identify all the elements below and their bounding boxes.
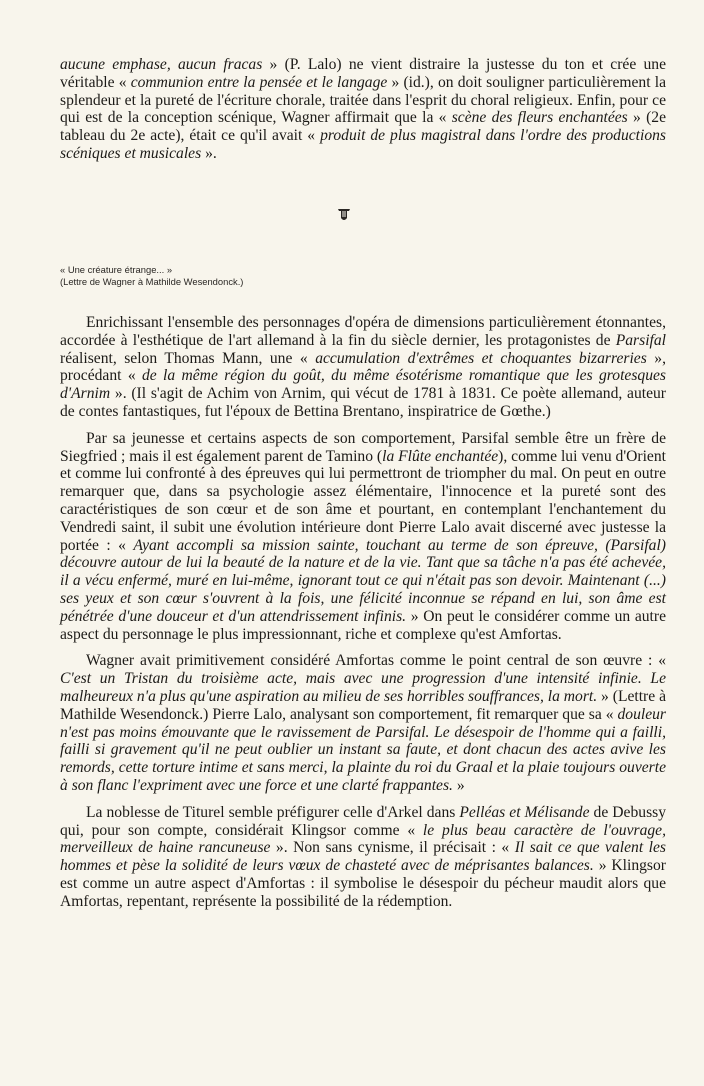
text-run: » (id.), on doit souligner particulièrement la splendeur et la pureté de l'écriture chorale, traitée dans l'esprit du choral religieux. Enfin, pour ce qui est de la conception scénique, Wagner affirmait que la « — [60, 73, 666, 127]
text-run: », procédant « — [60, 349, 666, 385]
text-run: réalisent, selon Thomas Mann, une « — [60, 349, 316, 367]
paragraph — [60, 804, 666, 911]
text-run: » (P. Lalo) ne vient distraire la justesse du ton et crée une véritable « — [60, 56, 667, 91]
text-run: » Klingsor est comme un autre aspect d'Amfortas : il symbolise le désespoir du pécheur maudit alors que Amfortas, repentant, représente la possibilité de la rédemption. — [60, 857, 666, 910]
intro-text — [60, 56, 666, 163]
italic-text: accumulation d'extrêmes et choquantes bizarreries — [315, 349, 647, 367]
italic-text: C'est un Tristan du troisième acte, mais avec une progression d'une intensité infinie. Le malheureux n'a plus qu'une aspiration au milieu de ses horribles souffrances, la mort. — [60, 670, 666, 705]
italic-text: aucune emphase, aucun fracas — [60, 56, 263, 73]
section-caption — [60, 264, 460, 287]
paragraph — [60, 430, 666, 644]
text-run: La noblesse de Titurel semble préfigurer celle d'Arkel dans — [86, 803, 460, 821]
italic-text: Pelléas et Mélisande — [459, 803, 590, 821]
italic-text: Ayant accompli sa mission sainte, touchant au terme de son épreuve, (Parsifal) découvre autour de lui la beauté de la nature et de la vie. Tant que sa tâche n'a pas été achevée, il a vécu enfermé, muré en lui-même, ignorant tout ce qui n'était pas son devoir. Maintenant (...) ses yeux et son cœur s'ouvrent à la fois, une félicité inconnue se répand en lui, son âme est pénétrée d'une douceur et d'un attendrissement infinis. — [60, 536, 666, 625]
paragraph — [60, 314, 666, 421]
paragraph — [60, 652, 666, 794]
text-run: Enrichissant l'ensemble des personnages d'opéra de dimensions particulièrement étonnantes, accordée à l'esthétique de l'art allemand à la fin du siècle dernier, les protagonistes de — [60, 314, 666, 349]
text-run: de Debussy qui, pour son compte, considérait Klingsor comme « — [60, 803, 666, 839]
text-run: ». Non sans cynisme, il précisait : « — [270, 839, 515, 857]
text-run: Wagner avait primitivement considéré Amfortas comme le point central de son œuvre : « — [86, 652, 666, 670]
italic-text: le plus beau caractère de l'ouvrage, merveilleux de haine rancuneuse — [60, 821, 666, 857]
caption-source: (Lettre de Wagner à Mathilde Wesendonck.) — [60, 275, 244, 287]
intro-paragraph — [60, 56, 666, 163]
ornament-icon — [336, 207, 352, 223]
body-text — [60, 314, 666, 911]
text-run: ». (Il s'agit de Achim von Arnim, qui vécut de 1781 à 1831. Ce poète allemand, auteur de contes fantastiques, fut l'époux de Bettina Brentano, inspiratrice de Gœthe.) — [60, 385, 666, 420]
italic-text: la Flûte enchantée — [382, 447, 499, 465]
text-run: ». — [201, 144, 217, 162]
text-run: » On peut le considérer comme un autre aspect du personnage le plus impressionnant, riche et complexe qu'est Amfortas. — [60, 607, 666, 643]
text-run: » (Lettre à Mathilde Wesendonck.) Pierre Lalo, analysant son comportement, fit remarquer que sa « — [60, 687, 666, 723]
italic-text: Il sait ce que valent les hommes et pèse la solidité de leurs vœux de chasteté avec de méprisantes balances. — [60, 839, 666, 875]
text-run: ), comme lui venu d'Orient et comme lui confronté à des épreuves qui lui permettront de triompher du mal. On peut en outre remarquer que, dans sa psychologie assez élémentaire, l'innocence et la pureté sont des caractéristiques de son cœur et de son âme et pourtant, en contemplant l'enchantement du Vendredi saint, il subit une évolution intérieure dont Pierre Lalo avait discerné avec justesse la portée : « — [60, 447, 666, 554]
caption-quote: « Une créature étrange... » — [60, 264, 173, 275]
italic-text: douleur n'est pas moins émouvante que le ravissement de Parsifal. Le désespoir de l'homme qui a failli, failli si gravement qu'il ne peut oublier un instant sa faute, et dont chacun des actes avive les remords, cette torture intime et sans merci, la plainte du roi du Graal et la plaie toujours ouverte à son flanc l'expriment avec une force et une clarté frappantes. — [60, 705, 666, 794]
italic-text: de la même région du goût, du même ésotérisme romantique que les grotesques d'Arnim — [60, 367, 666, 403]
italic-text: produit de plus magistral dans l'ordre des productions scéniques et musicales — [60, 127, 666, 162]
text-run: » — [452, 776, 465, 794]
italic-text: communion entre la pensée et le langage — [130, 73, 388, 91]
italic-text: scène des fleurs enchantées — [451, 109, 628, 127]
text-run: » (2e tableau du 2e acte), était ce qu'il avait « — [60, 109, 666, 145]
text-run: Par sa jeunesse et certains aspects de son comportement, Parsifal semble être un frère de Siegfried ; mais il est également parent de Tamino ( — [60, 429, 666, 465]
italic-text: Parsifal — [615, 331, 666, 349]
